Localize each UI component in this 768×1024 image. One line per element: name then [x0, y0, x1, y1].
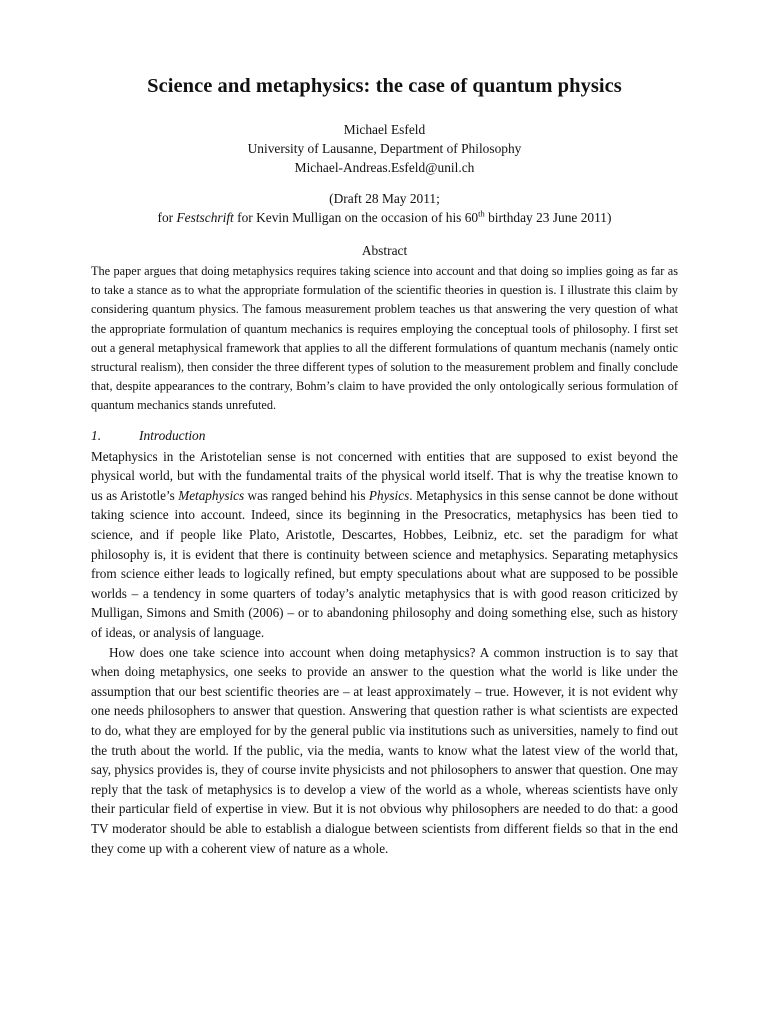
- section-title: Introduction: [139, 427, 206, 443]
- section-heading: [91, 426, 678, 445]
- festschrift-suffix: birthday 23 June 2011): [484, 210, 612, 225]
- paper-title: Science and metaphysics: the case of quantum physics: [147, 75, 622, 97]
- festschrift-middle: for Kevin Mulligan on the occasion of his 60: [233, 210, 479, 225]
- festschrift-prefix: for: [157, 210, 177, 225]
- intro-paragraph-1: [91, 447, 678, 643]
- draft-date: (Draft 28 May 2011;: [329, 191, 440, 206]
- author-name: Michael Esfeld: [343, 122, 426, 137]
- author-affiliation: University of Lausanne, Department of Philosophy: [247, 141, 522, 156]
- festschrift-note: [91, 208, 678, 227]
- festschrift-sup: th: [478, 208, 485, 219]
- intro-paragraph-2: How does one take science into account when doing metaphysics? A common instruction is to say that when doing metaphysics, one seeks to provide an answer to the question what the world is like under the assumption that our best scientific theories are – at least approximately – true. However, it is not evident why one needs philosophers to answer that question. Answering that question rather is what scientists are expected to do, what they are employed for by the general public via institutions such as universities, namely to find out the truth about the world. If the public, via the media, wants to know what the latest view of the world that, say, physics provides is, they of course invite physicists and not philosophers to answer that question. One may reply that the task of metaphysics is to develop a view of the world as a whole, whereas scientists have only their particular field of expertise in view. But it is not obvious why philosophers are needed to do that: a good TV moderator should be able to establish a dialogue between scientists from different fields so that in the end they come up with a coherent view of nature as a whole.: [91, 644, 678, 856]
- p1-part-b: was ranged behind his: [244, 487, 369, 503]
- draft-note: [91, 189, 678, 227]
- p1-metaphysics-title: Metaphysics: [178, 487, 245, 503]
- p1-physics-title: Physics: [368, 487, 410, 503]
- festschrift-word: Festschrift: [176, 210, 234, 225]
- section-number: 1.: [91, 427, 102, 443]
- author-email: Michael-Andreas.Esfeld@unil.ch: [294, 160, 475, 175]
- abstract-text: The paper argues that doing metaphysics requires taking science into account and that doing so implies going as far as to take a stance as to what the appropriate formulation of the scientific theories in question is. I illustrate this claim by considering quantum physics. The famous measurement problem teaches us that answering the very question of what the appropriate formulation of quantum mechanics is requires employing the conceptual tools of philosophy. I first set out a general metaphysical framework that applies to all the different formulations of quantum mechanis (namely ontic structural realism), then consider the three different types of solution to the measurement problem and finally conclude that, despite appearances to the contrary, Bohm’s claim to have provided the only ontologically serious formulation of quantum mechanics stands unrefuted.: [91, 264, 678, 413]
- p1-part-c: . Metaphysics in this sense cannot be done without taking science into account. Indeed, since its beginning in the Presocratics, metaphysics has been tied to science, and if people like Plato, Aristotle, Descartes, Hobbes, Leibniz, etc. set the paradigm for what philosophy is, it is evident that there is continuity between science and metaphysics. Separating metaphysics from science either leads to logically refined, but empty speculations about what are supposed to be possible worlds – a tendency in some quarters of today’s analytic metaphysics that is with good reason criticized by Mulligan, Simons and Smith (2006) – or to abandoning philosophy and doing something else, such as history of ideas, or analysis of language.: [91, 487, 678, 640]
- abstract-heading: Abstract: [361, 243, 408, 258]
- author-block: [91, 120, 678, 177]
- p1-part-a: Metaphysics in the Aristotelian sense is not concerned with entities that are supposed to exist beyond the physical world, but with the fundamental traits of the physical world itself. That is why the treatise known to us as Aristotle’s: [91, 448, 678, 503]
